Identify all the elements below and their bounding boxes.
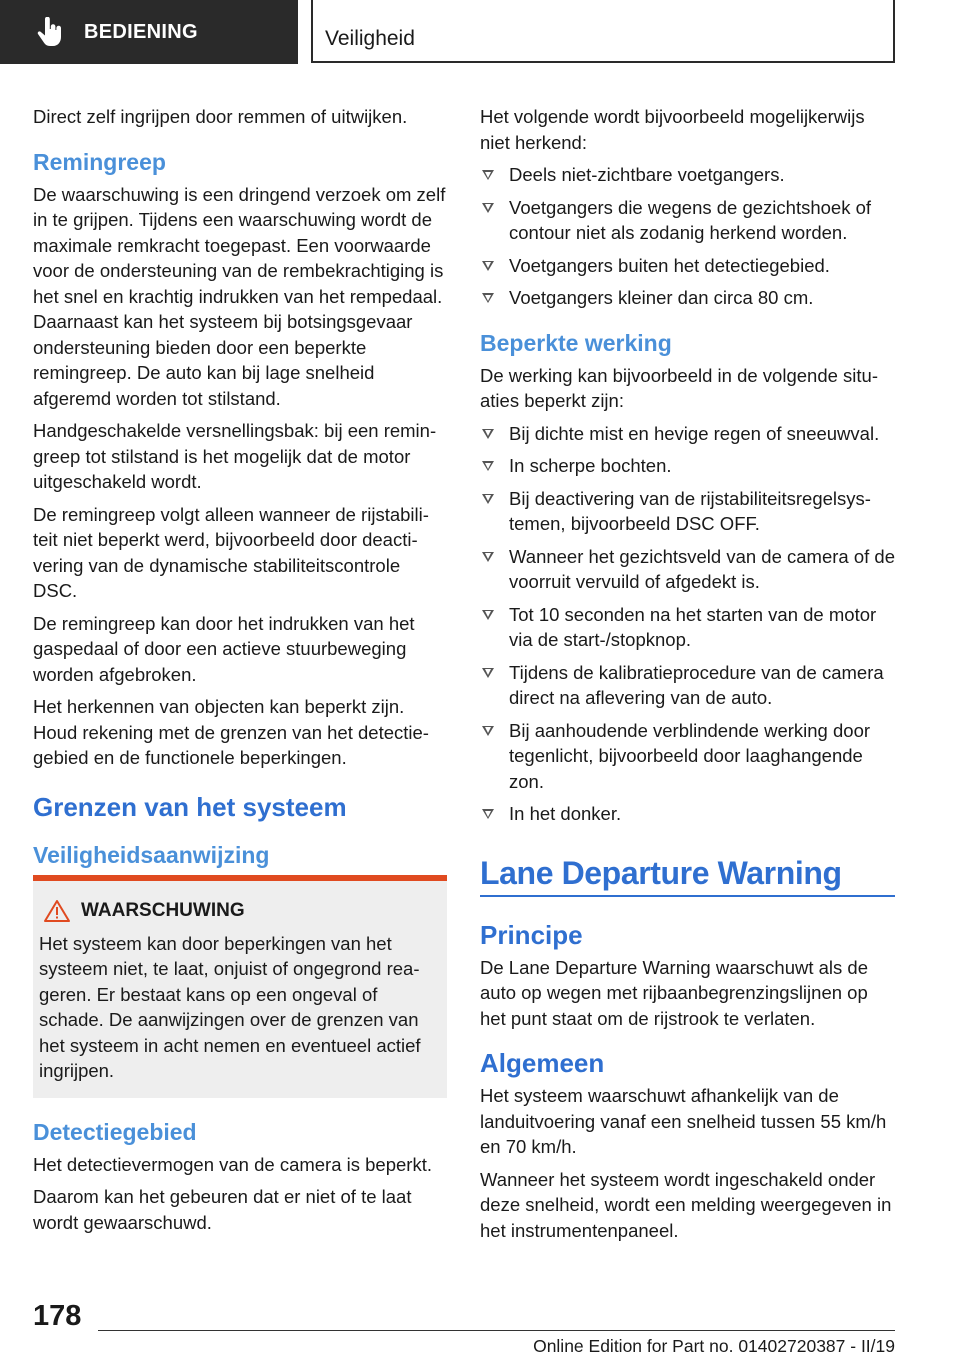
bullet-icon [482, 261, 494, 271]
list-item: Tijdens de kalibratieprocedure van de camera direct na aflevering van de auto. [480, 660, 895, 711]
list-item: Bij dichte mist en hevige regen of sneeuwval. [480, 421, 895, 447]
intro-text: Het volgende wordt bijvoorbeeld mogelijkerwijs niet herkend: [480, 106, 865, 153]
list-item: Voetgangers buiten het detectiegebied. [480, 253, 895, 279]
intro-text: Direct zelf ingrijpen door remmen of uitwijken. [33, 106, 408, 127]
bullet-icon [482, 552, 494, 562]
bullet-icon [482, 809, 494, 819]
bullet-icon [482, 203, 494, 213]
paragraph: Het herkennen van objecten kan beperkt zijn. Houd rekening met de grenzen van het detectiegebied en de functionele beperkingen. [33, 696, 429, 768]
bullet-icon [482, 494, 494, 504]
bullet-icon [482, 461, 494, 471]
paragraph: De werking kan bijvoorbeeld in de volgende situaties beperkt zijn: [480, 364, 878, 411]
bullet-icon [482, 668, 494, 678]
bullet-icon [482, 726, 494, 736]
page-number: 178 [33, 1300, 82, 1332]
right-column [480, 104, 895, 1250]
paragraph: Handgeschakelde versnellingsbak: bij een remingreep tot stilstand is het mogelijk dat de motor uitgeschakeld wordt. [33, 420, 437, 492]
bullet-icon [482, 610, 494, 620]
paragraph: Daarom kan het gebeuren dat er niet of te laat wordt gewaarschuwd. [33, 1186, 412, 1233]
edition-note: Online Edition for Part no. 01402720387 - II/19 [533, 1336, 895, 1356]
beperkte-heading: Beperkte werking [480, 329, 672, 356]
list-item: In scherpe bochten. [480, 453, 895, 479]
veiligheid-heading: Veiligheidsaanwijzing [33, 841, 270, 868]
list-item: Tot 10 seconden na het starten van de motor via de start-/stopknop. [480, 602, 895, 653]
warning-triangle-icon [43, 899, 71, 923]
list-item: Voetgangers kleiner dan circa 80 cm. [480, 285, 895, 311]
paragraph: De remingreep volgt alleen wanneer de rijstabiliteit niet beperkt werd, bijvoorbeeld door deactivering van de dynamische stabiliteitscontrole DSC. [33, 503, 429, 601]
limitations-list [480, 421, 895, 827]
list-item: Bij deactivering van de rijstabiliteitsregelsystemen, bijvoorbeeld DSC OFF. [480, 486, 895, 537]
bullet-icon [482, 429, 494, 439]
footer-divider [98, 1330, 895, 1331]
left-column [33, 104, 447, 1242]
detectie-heading: Detectiegebied [33, 1118, 197, 1145]
list-item: In het donker. [480, 801, 895, 827]
bullet-icon [482, 293, 494, 303]
section-tab [0, 0, 298, 64]
list-item: Voetgangers die wegens de gezichtshoek of contour niet als zodanig herkend worden. [480, 195, 895, 246]
chapter-title: Veiligheid [325, 27, 415, 50]
list-item: Deels niet-zichtbare voetgangers. [480, 162, 895, 188]
ldw-heading: Lane Departure Warning [480, 853, 895, 897]
section-label: BEDIENING [84, 20, 198, 43]
paragraph: Het systeem waarschuwt afhankelijk van de landuitvoering vanaf een snelheid tussen 55 km/h en 70 km/h. [480, 1085, 887, 1157]
algemeen-heading: Algemeen [480, 1048, 605, 1078]
warning-label: WAARSCHUWING [81, 899, 245, 921]
warning-text: Het systeem kan door beperkingen van het systeem niet, te laat, onjuist of ongegrond reageren. Er bestaat kans op een ongeval of schade. De aanwijzingen over de grenzen van het systeem in acht nemen en eventueel actief ingrijpen. [39, 932, 421, 1081]
paragraph: De waarschuwing is een dringend verzoek om zelf in te grijpen. Tijdens een waarschuwing wordt de maximale remkracht toegepast. Een voorwaarde voor de ondersteuning van de rembekrachtiging is het snel en krachtig indrukken van het rempedaal. Daarnaast kan het systeem bij botsingsgevaar ondersteuning bieden door een beperkte remingreep. De auto kan bij lage snelheid afgeremd worden tot stilstand. [33, 183, 446, 409]
paragraph: Wanneer het systeem wordt ingeschakeld onder deze snelheid, wordt een melding weergegeven in het instrumentenpaneel. [480, 1168, 892, 1241]
paragraph: De Lane Departure Warning waarschuwt als de auto op wegen met rijbaanbegrenzingslijnen op het punt staat om de rijstrook te verlaten. [480, 956, 869, 1029]
warning-box [33, 875, 447, 1098]
list-item: Wanneer het gezichtsveld van de camera of de voorruit vervuild of afgedekt is. [480, 544, 895, 595]
chapter-header [311, 0, 895, 63]
paragraph: Het detectievermogen van de camera is beperkt. [33, 1153, 432, 1175]
not-detected-list [480, 162, 895, 311]
remingreep-heading: Remingreep [33, 148, 166, 175]
principe-heading: Principe [480, 919, 583, 950]
bullet-icon [482, 170, 494, 180]
list-item: Bij aanhoudende verblindende werking door tegenlicht, bijvoorbeeld door laaghangende zon. [480, 718, 895, 795]
hand-pointer-icon [34, 16, 66, 48]
grenzen-heading: Grenzen van het systeem [33, 791, 347, 822]
paragraph: De remingreep kan door het indrukken van het gaspedaal of door een actieve stuurbeweging worden afgebroken. [33, 612, 415, 685]
warning-header [39, 899, 439, 923]
